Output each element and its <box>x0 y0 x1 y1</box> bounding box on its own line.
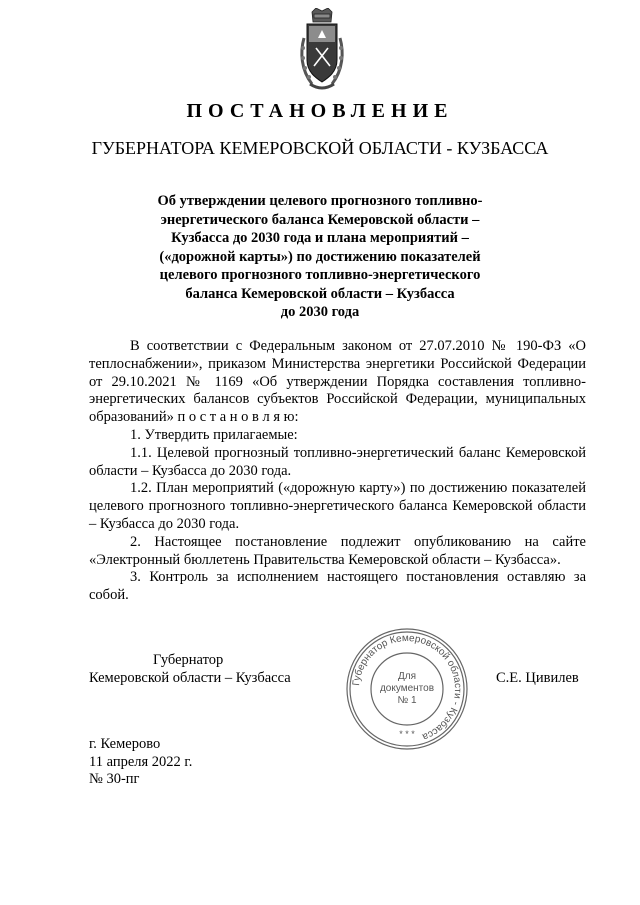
clause-3: 3. Контроль за исполнением настоящего постановления оставляю за собой. <box>89 569 586 604</box>
issue-city: г. Кемерово <box>89 736 161 752</box>
stamp-center-line: Для <box>397 671 417 682</box>
subject-line: Об утверждении целевого прогнозного топливно- <box>157 193 483 209</box>
clause-1: 1. Утвердить прилагаемые: <box>130 426 298 443</box>
subject-line: баланса Кемеровской области – Кузбасса <box>185 285 455 302</box>
stamp-center-line: документов <box>379 683 435 694</box>
issuing-authority: ГУБЕРНАТОРА КЕМЕРОВСКОЙ ОБЛАСТИ - КУЗБАССА <box>91 138 549 158</box>
subject-line: энергетического баланса Кемеровской области – <box>160 211 480 228</box>
document-title: ПОСТАНОВЛЕНИЕ <box>186 100 454 122</box>
kuzbass-coat-of-arms-icon <box>298 8 346 92</box>
signatory-name: С.Е. Цивилев <box>496 670 579 686</box>
subject-line: до 2030 года <box>280 304 360 320</box>
stamp-ring-text: Губернатор Кемеровской области - Кузбасса <box>351 632 464 743</box>
subject-line: («дорожной карты») по достижению показателей <box>159 248 481 265</box>
document-body <box>89 338 586 605</box>
signatory-region: Кемеровской области – Кузбасса <box>89 670 291 686</box>
clause-1-2: 1.2. План мероприятий («дорожную карту») по достижению показателей целевого прогнозного топливно-энергетического баланса Кемеровской области – Кузбасса до 2030 года. <box>89 480 586 532</box>
document-footer <box>89 736 192 789</box>
stamp-stars: * * * <box>399 729 415 739</box>
clause-1-1: 1.1. Целевой прогнозный топливно-энергетический баланс Кемеровской области – Кузбасса до 2030 года. <box>89 444 586 479</box>
preamble-paragraph: В соответствии с Федеральным законом от 27.07.2010 № 190-ФЗ «О теплоснабжении», приказом Министерства энергетики Российской Федерации от 29.10.2021 № 1169 «Об утверждении Порядка составления топливно-энергетических балансов субъектов Российской Федерации, муниципальных образований» п о с т а н о в л я ю: <box>89 338 586 426</box>
document-number: № 30-пг <box>89 771 140 787</box>
stamp-center-line: № 1 <box>397 695 417 706</box>
subject-line: Кузбасса до 2030 года и плана мероприятий – <box>171 230 469 246</box>
clause-2: 2. Настоящее постановление подлежит опубликованию на сайте «Электронный бюллетень Правительства Кемеровской области – Кузбасса». <box>89 533 586 568</box>
issue-date: 11 апреля 2022 г. <box>89 753 193 770</box>
subject-line: целевого прогнозного топливно-энергетического <box>159 267 481 283</box>
signatory-title: Губернатор <box>153 652 224 668</box>
document-subject <box>150 192 490 322</box>
official-stamp <box>343 627 471 751</box>
